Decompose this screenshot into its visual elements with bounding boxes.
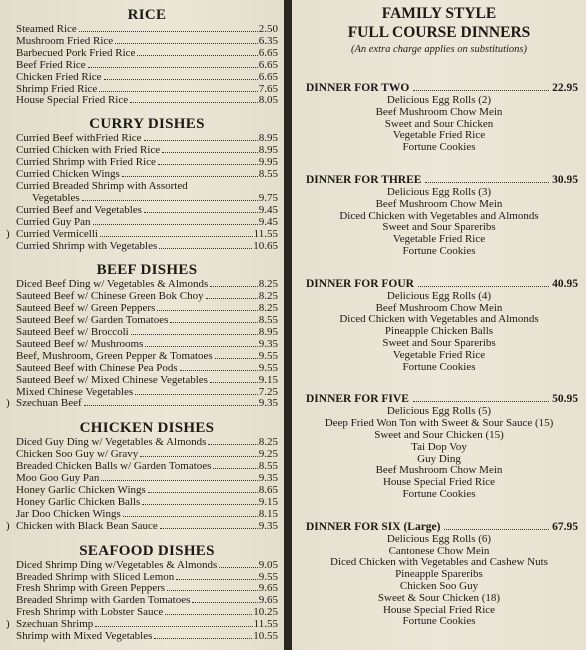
leader-dots	[206, 298, 258, 299]
item-price: 9.15	[258, 373, 278, 386]
leader-dots	[215, 358, 258, 359]
dinner-course: Diced Chicken with Vegetables and Almonds	[339, 209, 539, 222]
dinner-course: Fortune Cookies	[402, 360, 476, 373]
item-price: 8.15	[258, 507, 278, 520]
item-name: Mushroom Fried Rice	[16, 34, 114, 47]
item-name: Vegetables	[32, 191, 80, 204]
dinner-price: 50.95	[552, 393, 578, 406]
section-title-chicken: CHICKEN DISHES	[79, 420, 215, 437]
item-price: 9.35	[258, 397, 278, 410]
leader-dots	[413, 90, 549, 91]
leader-dots	[88, 67, 258, 68]
dinner-block	[300, 174, 578, 258]
item-name: Shrimp with Mixed Vegetables	[16, 630, 153, 643]
item-price: 6.65	[258, 46, 278, 59]
dinner-course: Delicious Egg Rolls (2)	[386, 94, 492, 106]
dinner-block	[300, 82, 578, 154]
menu-item	[16, 351, 278, 363]
item-name: Honey Garlic Chicken Wings	[16, 484, 146, 496]
dinner-block	[300, 278, 578, 374]
menu-item	[16, 241, 278, 253]
item-price: 9.55	[258, 361, 278, 374]
dinner-price: 30.95	[552, 173, 578, 186]
dinner-name: DINNER FOR SIX (Large)	[306, 520, 441, 533]
leader-dots	[170, 322, 257, 323]
left-menu-page	[0, 0, 284, 650]
dinner-course: Delicious Egg Rolls (5)	[386, 405, 492, 418]
page-title-line1: FAMILY STYLE	[381, 5, 497, 22]
item-name: Sauteed Beef w/ Green Peppers	[16, 302, 156, 315]
menu-item	[16, 560, 278, 572]
item-name: Fresh Shrimp with Green Peppers	[16, 582, 166, 595]
item-name: Sauteed Beef w/ Garden Tomatoes	[16, 314, 169, 327]
item-price: 2.50	[258, 23, 278, 35]
leader-dots	[176, 579, 258, 580]
dinner-course: Vegetable Fried Rice	[392, 348, 486, 361]
dinner-heading	[300, 521, 578, 534]
item-name: Sauteed Beef with Chinese Pea Pods	[16, 361, 178, 374]
leader-dots	[104, 79, 258, 80]
leader-dots	[413, 401, 549, 402]
item-price: 8.05	[258, 94, 278, 107]
dinner-course: Sweet and Sour Spareribs	[382, 336, 496, 349]
leader-dots	[425, 182, 549, 183]
item-name: Sauteed Beef w/ Chinese Green Bok Choy	[16, 290, 204, 303]
leader-dots	[115, 43, 258, 44]
dinner-price: 40.95	[552, 277, 578, 290]
item-name: Sauteed Beef w/ Mushrooms	[16, 337, 144, 350]
leader-dots	[162, 152, 258, 153]
dinner-name: DINNER FOR TWO	[306, 82, 410, 94]
item-price: 11.55	[253, 227, 278, 240]
item-price: 9.35	[258, 519, 278, 532]
dinner-block	[300, 393, 578, 500]
item-price: 10.55	[253, 630, 278, 643]
leader-dots	[219, 567, 257, 568]
dinner-course: House Special Fried Rice	[382, 476, 496, 489]
leader-dots	[130, 102, 258, 103]
item-price: 9.55	[258, 349, 278, 362]
leader-dots	[84, 405, 258, 406]
item-name: Diced Guy Ding w/ Vegetables & Almonds	[16, 436, 207, 449]
menu-item	[16, 631, 278, 643]
leader-dots	[140, 456, 258, 457]
item-name: Curried Beef withFried Rice	[16, 132, 142, 145]
dinner-course: Delicious Egg Rolls (3)	[386, 185, 492, 198]
dinner-course: Cantonese Chow Mein	[388, 544, 490, 557]
leader-dots	[157, 310, 257, 311]
beef-list	[6, 278, 278, 410]
leader-dots	[144, 140, 258, 141]
leader-dots	[95, 626, 252, 627]
leader-dots	[131, 334, 258, 335]
dinner-heading	[300, 278, 578, 291]
section-title-rice: RICE	[127, 7, 167, 23]
leader-dots	[167, 590, 258, 591]
leader-dots	[158, 164, 258, 165]
item-name: Curried Shrimp with Vegetables	[16, 239, 158, 252]
leader-dots	[99, 91, 257, 92]
item-name: Sauteed Beef w/ Mixed Chinese Vegetables	[16, 373, 208, 386]
item-name: Breaded Shrimp with Garden Tomatoes	[16, 594, 191, 607]
leader-dots	[79, 31, 258, 32]
dinner-course: Beef Mushroom Chow Mein	[375, 301, 503, 314]
leader-dots	[137, 55, 257, 56]
item-price: 6.35	[258, 34, 278, 47]
item-price: 8.95	[258, 326, 278, 339]
rice-list	[16, 24, 278, 107]
item-name: Barbecued Pork Fried Rice	[16, 46, 136, 59]
dinner-block	[300, 521, 578, 628]
item-name: Moo Goo Guy Pan	[16, 472, 100, 485]
item-price: 11.55	[253, 618, 278, 631]
item-name: Szechuan Shrimp	[16, 618, 94, 631]
item-name: Steamed Rice	[16, 23, 77, 35]
leader-dots	[82, 200, 258, 201]
leader-dots	[210, 382, 258, 383]
dinner-course: Delicious Egg Rolls (6)	[386, 532, 492, 545]
dinner-course: Pineapple Chicken Balls	[384, 325, 494, 338]
item-name: Fresh Shrimp with Lobster Sauce	[16, 606, 164, 619]
menu-item	[16, 95, 278, 107]
item-price: 9.15	[258, 495, 278, 508]
dinner-course: Guy Ding	[417, 452, 461, 465]
item-price: 9.95	[258, 156, 278, 169]
item-price: 8.95	[258, 144, 278, 157]
item-name: Curried Chicken Wings	[16, 168, 120, 181]
dinner-course: Diced Chicken with Vegetables and Almonds	[339, 313, 539, 326]
leader-dots	[210, 286, 257, 287]
item-price: 8.55	[258, 314, 278, 327]
item-name: Chicken Fried Rice	[16, 70, 102, 83]
menu-item	[6, 519, 278, 533]
leader-dots	[142, 504, 257, 505]
dinner-name: DINNER FOR FIVE	[306, 393, 409, 406]
item-price: 8.55	[258, 460, 278, 473]
leader-dots	[122, 176, 258, 177]
item-price: 9.65	[258, 582, 278, 595]
item-name: Diced Shrimp Ding w/Vegetables & Almonds	[16, 558, 218, 571]
item-price: 10.25	[253, 606, 278, 619]
item-price: 9.65	[258, 594, 278, 607]
dinner-course: Beef Mushroom Chow Mein	[375, 105, 503, 118]
dinner-name: DINNER FOR FOUR	[306, 277, 414, 290]
leader-dots	[123, 516, 258, 517]
item-price: 8.25	[258, 278, 278, 291]
dinner-price: 22.95	[552, 82, 578, 94]
item-name: Diced Beef Ding w/ Vegetables & Almonds	[16, 278, 209, 291]
leader-dots	[154, 638, 252, 639]
page-title-line2: FULL COURSE DINNERS	[347, 24, 531, 41]
dinner-course: Vegetable Fried Rice	[392, 129, 486, 142]
handwritten-mark: )	[6, 618, 10, 631]
item-price: 6.65	[258, 70, 278, 83]
item-price: 9.05	[258, 558, 278, 571]
dinner-course: Sweet and Sour Chicken	[384, 117, 494, 130]
curry-list	[6, 132, 278, 252]
dinner-course: Beef Mushroom Chow Mein	[375, 197, 503, 210]
item-price: 9.75	[258, 191, 278, 204]
item-name: Szechuan Beef	[16, 397, 82, 410]
item-price: 8.65	[258, 484, 278, 496]
item-price: 8.25	[258, 290, 278, 303]
menu-item	[16, 60, 278, 72]
menu-item	[16, 48, 278, 60]
dinner-course: Pineapple Spareribs	[395, 568, 483, 581]
menu-item	[16, 193, 278, 205]
item-name: Chicken Soo Guy w/ Gravy	[16, 448, 139, 461]
leader-dots	[135, 394, 258, 395]
dinner-course: Fortune Cookies	[402, 141, 476, 154]
item-name: Mixed Chinese Vegetables	[16, 385, 134, 398]
dinner-course: Sweet and Sour Spareribs	[382, 221, 496, 234]
item-price: 8.95	[258, 132, 278, 145]
item-price: 9.45	[258, 203, 278, 216]
item-price: 6.65	[258, 58, 278, 71]
menu-item	[16, 205, 278, 217]
dinner-course: Fortune Cookies	[402, 615, 476, 628]
dinner-course: Diced Chicken with Vegetables and Cashew Nuts	[330, 556, 548, 569]
dinner-course: Tai Dop Voy	[411, 440, 467, 453]
leader-dots	[159, 248, 252, 249]
dinner-course: Fortune Cookies	[402, 244, 476, 257]
handwritten-mark: )	[6, 397, 10, 410]
leader-dots	[213, 468, 257, 469]
menu-item	[16, 217, 278, 229]
item-price: 9.35	[258, 472, 278, 485]
dinner-course: Vegetable Fried Rice	[392, 233, 486, 246]
dinner-course: Chicken Soo Guy	[399, 579, 479, 592]
dinner-course: Sweet and Sour Chicken (15)	[374, 428, 504, 441]
section-title-beef: BEEF DISHES	[96, 262, 198, 279]
leader-dots	[444, 529, 549, 530]
right-menu-page	[292, 0, 586, 650]
item-name: Curried Vermicelli	[16, 227, 98, 240]
menu-item	[6, 397, 278, 410]
item-price: 8.55	[258, 168, 278, 181]
dinner-name: DINNER FOR THREE	[306, 173, 422, 186]
leader-dots	[101, 480, 257, 481]
menu-item	[16, 363, 278, 375]
menu-item	[6, 227, 278, 241]
leader-dots	[93, 224, 258, 225]
item-name: Breaded Chicken Balls w/ Garden Tomatoes	[16, 460, 212, 473]
item-name: Curried Beef and Vegetables	[16, 203, 142, 216]
leader-dots	[145, 346, 257, 347]
menu-item	[16, 72, 278, 84]
seafood-list	[6, 558, 278, 643]
item-name: Sauteed Beef w/ Broccoli	[16, 326, 129, 339]
dinner-list	[300, 82, 578, 628]
item-name: Honey Garlic Chicken Balls	[16, 495, 141, 508]
item-name: Shrimp Fried Rice	[16, 82, 98, 95]
leader-dots	[160, 528, 258, 529]
dinner-course: Sweet & Sour Chicken (18)	[377, 591, 501, 604]
item-name: Curried Shrimp with Fried Rice	[16, 156, 156, 169]
item-name: Chicken with Black Bean Sauce	[16, 519, 158, 532]
item-price: 9.55	[258, 570, 278, 583]
item-name: Beef Fried Rice	[16, 58, 86, 71]
dinner-course: House Special Fried Rice	[382, 603, 496, 616]
dinner-course: Delicious Egg Rolls (4)	[386, 289, 492, 302]
dinner-course: Fortune Cookies	[402, 487, 476, 500]
leader-dots	[165, 614, 252, 615]
section-title-curry: CURRY DISHES	[89, 116, 205, 133]
chicken-list	[6, 436, 278, 532]
item-name: Curried Chicken with Fried Rice	[16, 144, 161, 157]
item-name: Curried Breaded Shrimp with Assorted	[16, 179, 188, 192]
handwritten-mark: )	[6, 227, 10, 240]
item-name: Curried Guy Pan	[16, 215, 91, 228]
handwritten-mark: )	[6, 519, 10, 532]
item-price: 7.65	[258, 82, 278, 95]
item-price: 9.35	[258, 337, 278, 350]
substitution-note: (An extra charge applies on substitutions)	[350, 44, 528, 55]
leader-dots	[148, 492, 258, 493]
leader-dots	[100, 236, 253, 237]
leader-dots	[180, 370, 258, 371]
dinner-course: Beef Mushroom Chow Mein	[375, 464, 503, 477]
menu-item	[16, 509, 278, 521]
dinner-price: 67.95	[552, 520, 578, 533]
item-price: 9.25	[258, 448, 278, 461]
leader-dots	[144, 212, 258, 213]
item-price: 10.65	[253, 239, 278, 252]
leader-dots	[418, 286, 549, 287]
item-name: Jar Doo Chicken Wings	[16, 507, 121, 520]
item-name: House Special Fried Rice	[16, 94, 129, 107]
item-price: 9.45	[258, 215, 278, 228]
menu-item	[16, 375, 278, 387]
item-name: Breaded Shrimp with Sliced Lemon	[16, 570, 175, 583]
leader-dots	[192, 602, 257, 603]
leader-dots	[208, 444, 257, 445]
item-price: 7.25	[258, 385, 278, 398]
item-price: 8.25	[258, 302, 278, 315]
dinner-course: Deep Fried Won Ton with Sweet & Sour Sauce (15)	[324, 417, 554, 430]
item-name: Beef, Mushroom, Green Pepper & Tomatoes	[16, 349, 213, 362]
item-price: 8.25	[258, 436, 278, 449]
section-title-seafood: SEAFOOD DISHES	[79, 542, 215, 559]
